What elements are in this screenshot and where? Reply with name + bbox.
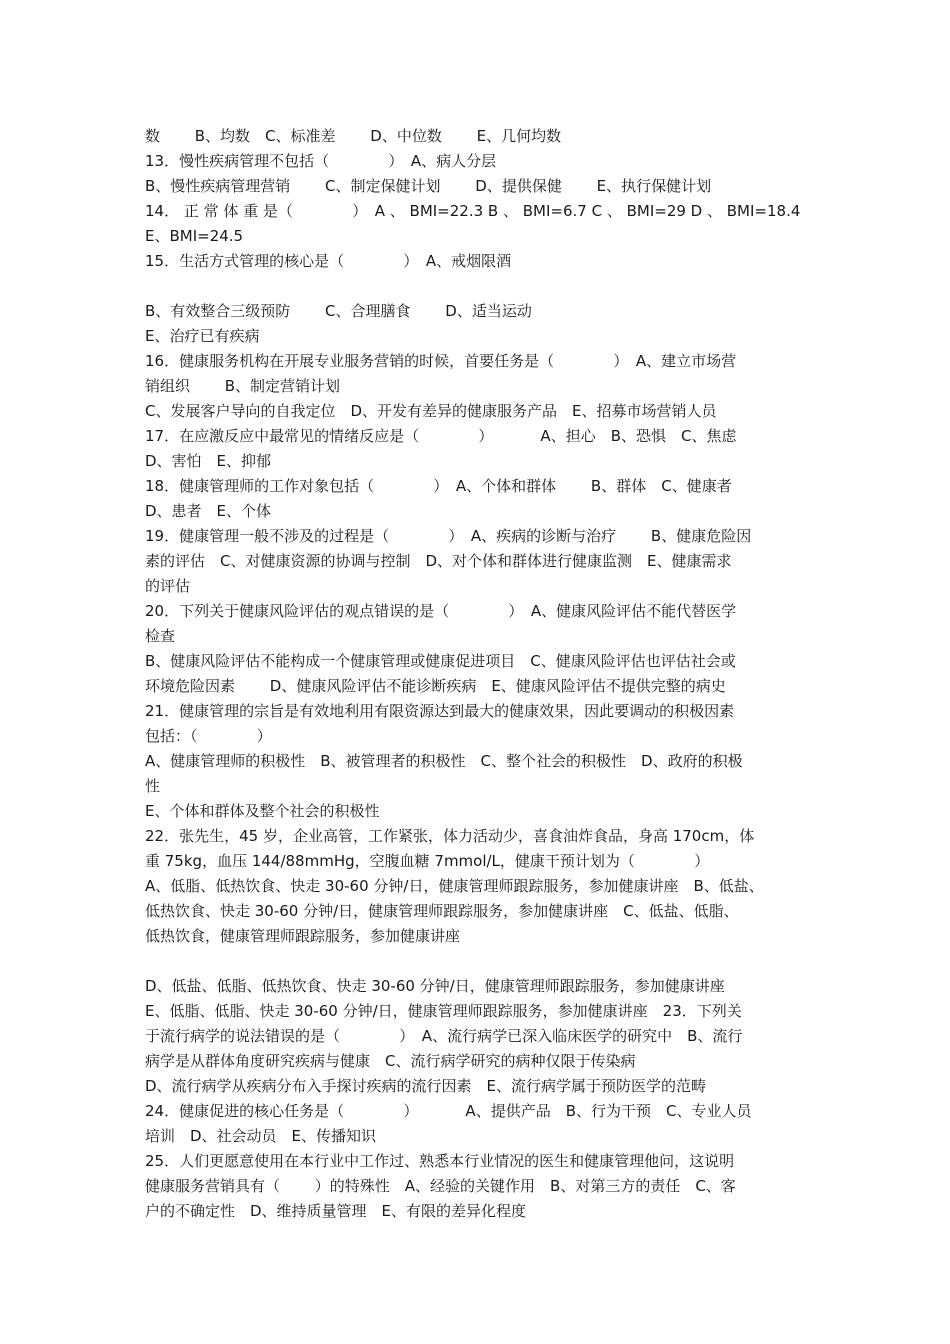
text-line: A、健康管理师的积极性 B、被管理者的积极性 C、整个社会的积极性 D、政府的积极 — [145, 752, 743, 770]
text-line: 14． 正 常 体 重 是（ ） A 、 BMI=22.3 B 、 BMI=6.7 C 、 BMI=29 D 、 BMI=18.4 — [145, 202, 801, 220]
text-line: 的评估 — [145, 577, 191, 595]
text-line: 健康服务营销具有（ ）的特殊性 A、经验的关键作用 B、对第三方的责任 C、客 — [145, 1177, 736, 1195]
text-line: 20．下列关于健康风险评估的观点错误的是（ ） A、健康风险评估不能代替医学 — [145, 602, 737, 620]
text-line: D、害怕 E、抑郁 — [145, 452, 272, 470]
text-line: 13．慢性疾病管理不包括（ ） A、病人分层 — [145, 152, 497, 170]
text-line: 低热饮食、快走 30-60 分钟/日，健康管理师跟踪服务，参加健康讲座 C、低盐、低脂、 — [145, 902, 739, 920]
text-line: 21．健康管理的宗旨是有效地利用有限资源达到最大的健康效果，因此要调动的积极因素 — [145, 702, 735, 720]
text-line: C、发展客户导向的自我定位 D、开发有差异的健康服务产品 E、招募市场营销人员 — [145, 402, 717, 420]
text-line: 包括：（ ） — [145, 727, 272, 745]
document-body — [145, 124, 825, 1224]
text-line: 检查 — [145, 627, 176, 645]
text-line: A、低脂、低热饮食、快走 30-60 分钟/日，健康管理师跟踪服务，参加健康讲座 B、低盐、 — [145, 877, 764, 895]
text-line: B、有效整合三级预防 C、合理膳食 D、适当运动 — [145, 302, 532, 320]
text-line: 低热饮食，健康管理师跟踪服务，参加健康讲座 — [145, 927, 461, 945]
text-line: 环境危险因素 D、健康风险评估不能诊断疾病 E、健康风险评估不提供完整的病史 — [145, 677, 726, 695]
text-line: 16．健康服务机构在开展专业服务营销的时候，首要任务是（ ） A、建立市场营 — [145, 352, 737, 370]
blank-line — [145, 949, 825, 974]
text-line: 18．健康管理师的工作对象包括（ ） A、个体和群体 B、群体 C、健康者 — [145, 477, 732, 495]
text-line: E、低脂、低脂、快走 30-60 分钟/日，健康管理师跟踪服务，参加健康讲座 23．下列关 — [145, 1002, 742, 1020]
text-line: 22．张先生，45 岁，企业高管，工作紧张，体力活动少，喜食油炸食品，身高 170cm，体 — [145, 827, 755, 845]
text-line: 户的不确定性 D、维持质量管理 E、有限的差异化程度 — [145, 1202, 527, 1220]
text-line: 性 — [145, 777, 161, 795]
text-line: 于流行病学的说法错误的是（ ） A、流行病学已深入临床医学的研究中 B、流行 — [145, 1027, 743, 1045]
text-line: E、个体和群体及整个社会的积极性 — [145, 802, 380, 820]
text-line: 培训 D、社会动员 E、传播知识 — [145, 1127, 377, 1145]
text-line: B、慢性疾病管理营销 C、制定保健计划 D、提供保健 E、执行保健计划 — [145, 177, 712, 195]
text-line: 25．人们更愿意使用在本行业中工作过、熟悉本行业情况的医生和健康管理他问，这说明 — [145, 1152, 735, 1170]
blank-line — [145, 274, 825, 299]
text-line: B、健康风险评估不能构成一个健康管理或健康促进项目 C、健康风险评估也评估社会或 — [145, 652, 736, 670]
text-line: 数 B、均数 C、标准差 D、中位数 E、几何均数 — [145, 127, 562, 145]
text-line: 17．在应激反应中最常见的情绪反应是（ ） A、担心 B、恐惧 C、焦虑 — [145, 427, 737, 445]
text-line: 重 75kg，血压 144/88mmHg，空腹血糖 7mmol/L，健康干预计划为（ ） — [145, 852, 710, 870]
text-line: D、流行病学从疾病分布入手探讨疾病的流行因素 E、流行病学属于预防医学的范畴 — [145, 1077, 707, 1095]
text-line: D、低盐、低脂、低热饮食、快走 30-60 分钟/日，健康管理师跟踪服务，参加健康讲座 — [145, 977, 725, 995]
text-line: 病学是从群体角度研究疾病与健康 C、流行病学研究的病种仅限于传染病 — [145, 1052, 636, 1070]
text-line: 24．健康促进的核心任务是（ ） A、提供产品 B、行为干预 C、专业人员 — [145, 1102, 752, 1120]
text-line: 15．生活方式管理的核心是（ ） A、戒烟限酒 — [145, 252, 512, 270]
text-line: 素的评估 C、对健康资源的协调与控制 D、对个体和群体进行健康监测 E、健康需求 — [145, 552, 732, 570]
text-line: 19．健康管理一般不涉及的过程是（ ） A、疾病的诊断与治疗 B、健康危险因 — [145, 527, 752, 545]
text-line: 销组织 B、制定营销计划 — [145, 377, 341, 395]
text-line: D、患者 E、个体 — [145, 502, 272, 520]
text-line: E、BMI=24.5 — [145, 227, 244, 245]
text-line: E、治疗已有疾病 — [145, 327, 260, 345]
